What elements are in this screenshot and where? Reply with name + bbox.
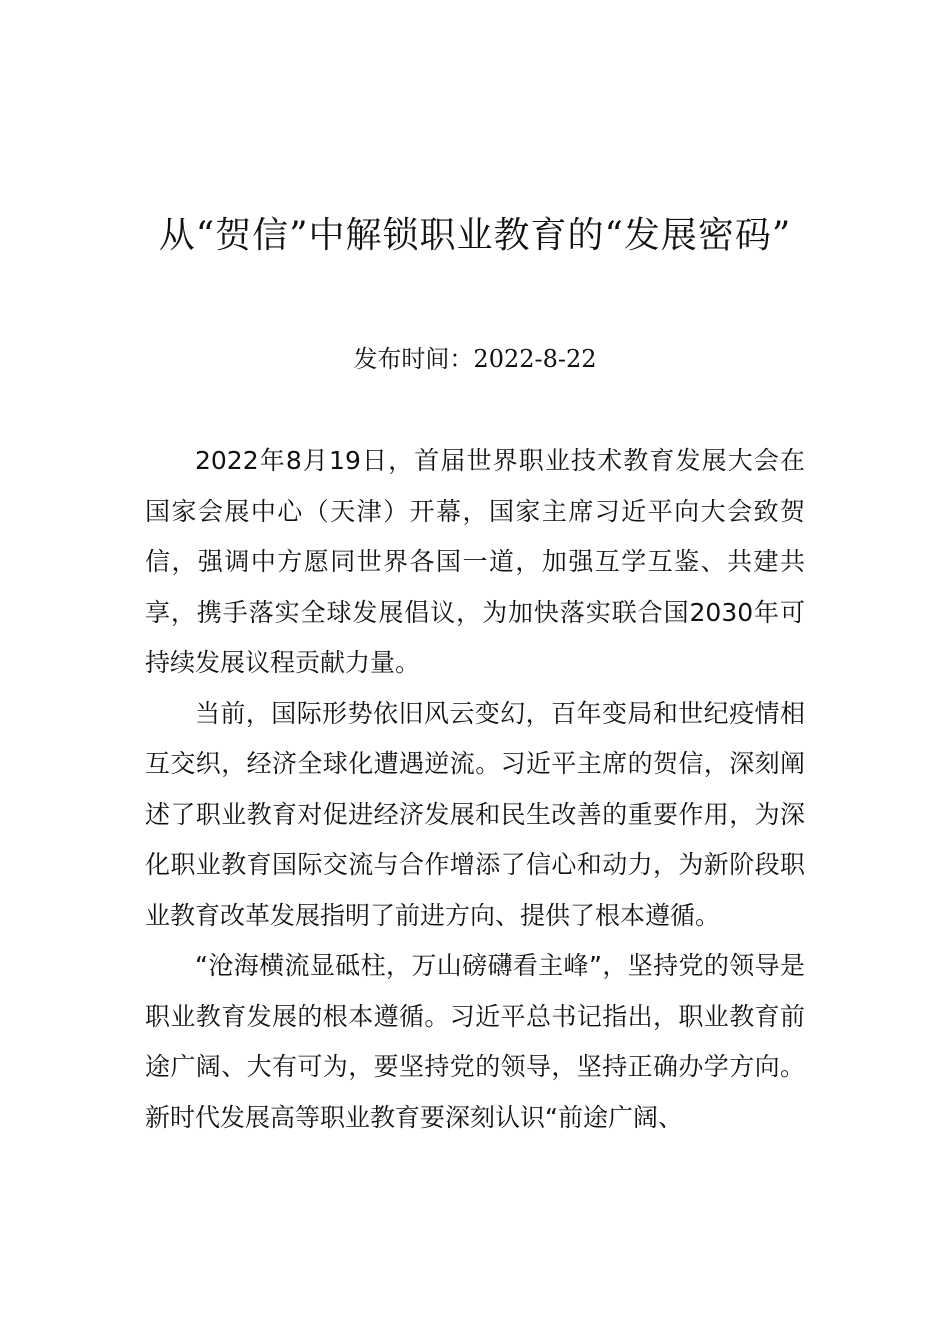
document-body xyxy=(145,436,805,1143)
publish-date: 发布时间：2022-8-22 xyxy=(353,345,597,373)
document-title: 从“贺信”中解锁职业教育的“发展密码” xyxy=(158,215,792,256)
paragraph: 2022年8月19日，首届世界职业技术教育发展大会在国家会展中心（天津）开幕，国家主席习近平向大会致贺信，强调中方愿同世界各国一道，加强互学互鉴、共建共享，携手落实全球发展倡议，为加快落实联合国2030年可持续发展议程贡献力量。 xyxy=(145,446,805,677)
paragraph: 当前，国际形势依旧风云变幻，百年变局和世纪疫情相互交织，经济全球化遭遇逆流。习近平主席的贺信，深刻阐述了职业教育对促进经济发展和民生改善的重要作用，为深化职业教育国际交流与合作增添了信心和动力，为新阶段职业教育改革发展指明了前进方向、提供了根本遵循。 xyxy=(145,698,805,930)
paragraph: “沧海横流显砥柱，万山磅礴看主峰”，坚持党的领导是职业教育发展的根本遵循。习近平总书记指出，职业教育前途广阔、大有可为，要坚持党的领导，坚持正确办学方向。新时代发展高等职业教育要深刻认识“前途广阔、 xyxy=(145,951,805,1132)
